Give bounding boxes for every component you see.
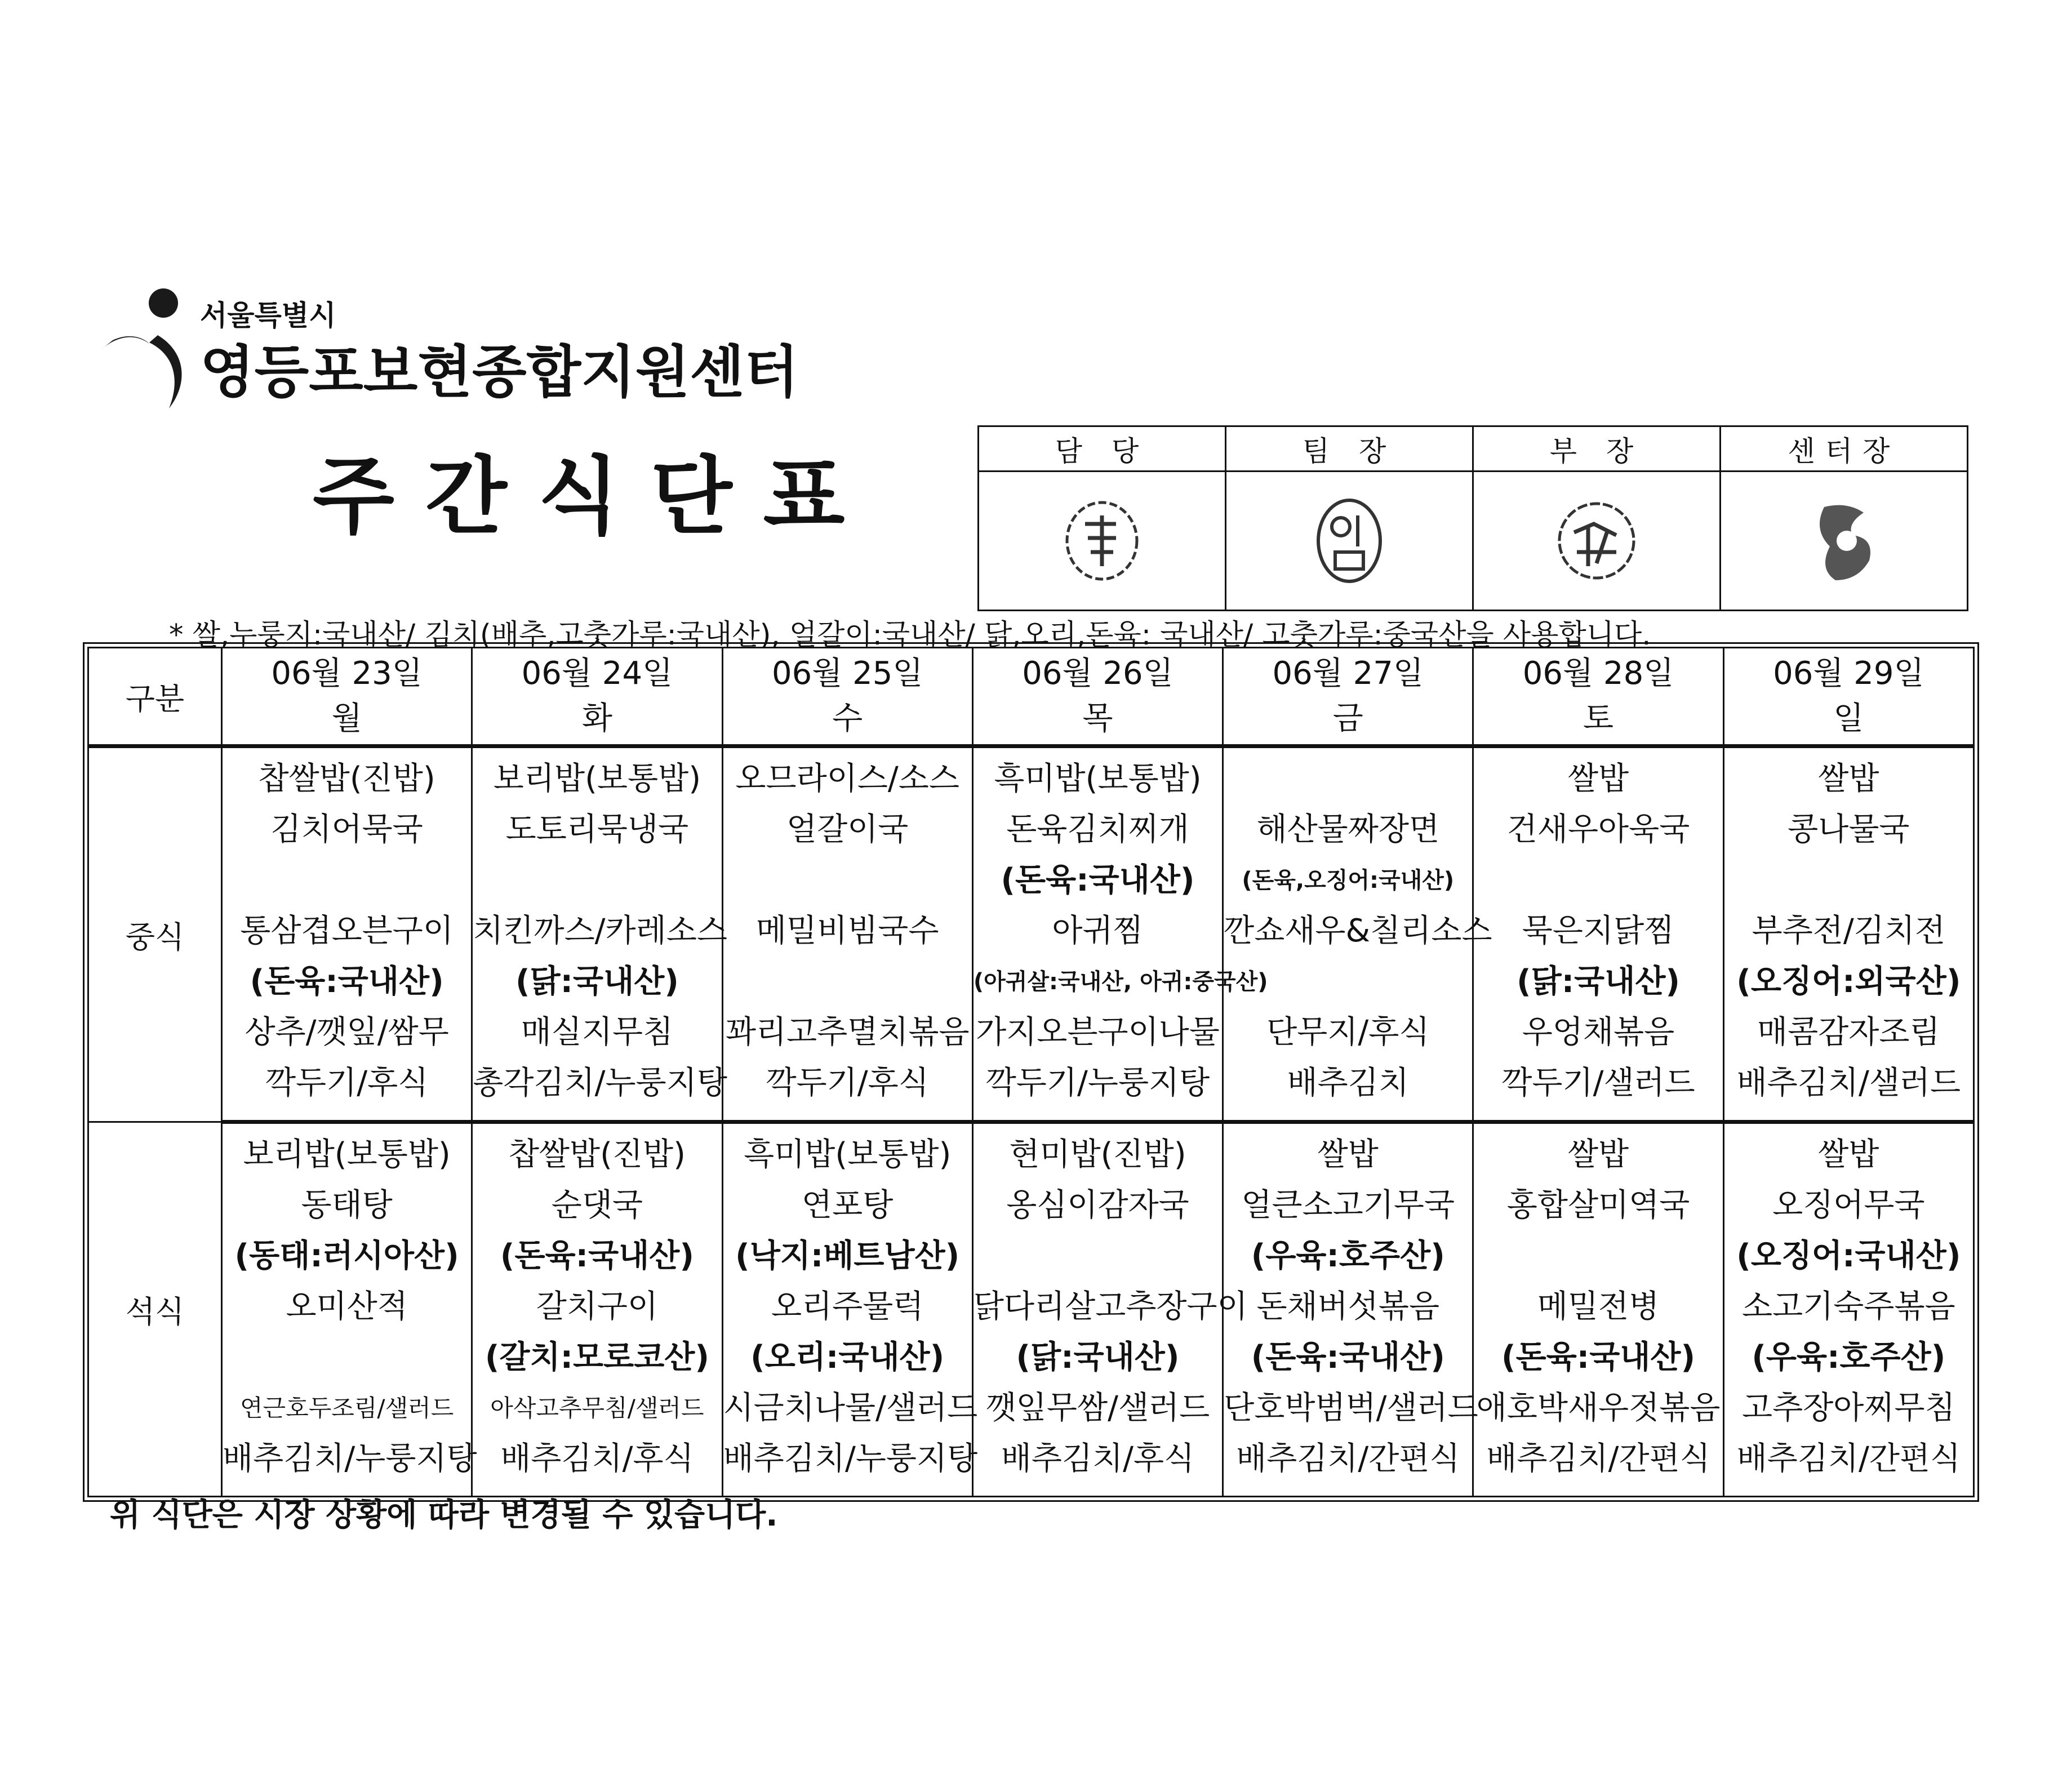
menu-item: 얼큰소고기무국 [1241,1187,1455,1224]
menu-item: (닭:국내산) [1517,963,1681,1000]
dinner-cell [1473,1122,1723,1497]
menu-item: 아삭고추무침/샐러드 [490,1394,704,1422]
page-title: 주간식단표 [313,448,876,546]
menu-item: 부추전/김치전 [1752,913,1946,949]
menu-item: 배추김치/간편식 [1235,1440,1460,1477]
column-header-category: 구분 [88,648,222,746]
menu-item: 깐쇼새우&칠리소스 [1224,913,1492,949]
menu-item: 가지오븐구이나물 [976,1014,1220,1051]
seal-stamp-icon [1807,496,1881,586]
menu-item: 오징어무국 [1772,1187,1925,1224]
menu-item: (갈치:모로코산) [484,1339,709,1376]
column-header-day: 06월 23일 월 [222,648,472,746]
menu-item [723,957,972,1007]
menu-item: 치킨까스/카레소스 [473,913,727,949]
dinner-cell [1223,1122,1478,1497]
org-logo [96,282,799,411]
approval-role-manager: 부 장 [1473,426,1721,472]
menu-item: 깍두기/누룽지탕 [985,1065,1210,1101]
menu-item: 오미산적 [286,1288,408,1325]
menu-item: 고추장아찌무침 [1742,1390,1955,1426]
menu-item: 쌀밥 [1818,1136,1879,1173]
menu-item: 홍합살미역국 [1506,1187,1690,1224]
row-label-lunch: 중식 [88,746,222,1122]
approval-seal-cell [1226,472,1473,611]
menu-item: (돈육:국내산) [250,963,444,1000]
logo-emblem-icon [96,282,214,411]
menu-item: 옹심이감자국 [1006,1187,1189,1224]
menu-item: 배추김치/간편식 [1736,1440,1961,1477]
menu-item: 보리밥(보통밥) [493,761,701,797]
approval-box [977,425,1968,611]
lunch-cell [472,746,727,1122]
menu-item [1474,1231,1722,1282]
menu-item [723,855,972,906]
menu-item [974,1231,1222,1282]
menu-item: 매실지무침 [521,1014,674,1051]
menu-item [473,855,721,906]
table-header-row [88,648,1974,746]
approval-seal-cell [979,472,1226,611]
menu-item: 도토리묵냉국 [505,811,689,848]
menu-item: 흑미밥(보통밥) [994,761,1202,797]
dinner-cell [972,1122,1248,1497]
menu-item [1474,855,1722,906]
menu-item: 쌀밥 [1317,1136,1379,1173]
menu-item: (우육:호주산) [1251,1238,1445,1274]
column-header-day: 06월 24일 화 [472,648,722,746]
menu-item: 건새우아욱국 [1506,811,1690,848]
menu-item: 메밀전병 [1537,1288,1660,1325]
menu-item: 연포탕 [802,1187,894,1224]
footer-note: 위 식단은 시장 상황에 따라 변경될 수 있습니다. [110,1497,778,1533]
menu-item: (돈육:국내산) [1251,1339,1445,1376]
menu-item: 깻잎무쌈/샐러드 [985,1390,1210,1426]
lunch-cell [972,746,1268,1122]
lunch-cell [1223,746,1492,1122]
menu-item: 김치어묵국 [270,811,423,848]
menu-item: 돈채버섯볶음 [1256,1288,1440,1325]
menu-item: 보리밥(보통밥) [243,1136,451,1173]
menu-item: 콩나물국 [1788,811,1910,848]
approval-role-staff: 담 당 [979,426,1226,472]
weekly-menu-table [87,647,1975,1497]
menu-item: 갈치구이 [536,1288,659,1325]
approval-seal-cell [1721,472,1968,611]
menu-item: 오리주물럭 [771,1288,924,1325]
menu-item: (닭:국내산) [1016,1339,1180,1376]
lunch-cell [222,746,472,1122]
menu-item: 현미밥(진밥) [1009,1136,1186,1173]
approval-role-director: 센터장 [1721,426,1968,472]
menu-item: 배추김치/누룽지탕 [223,1440,477,1477]
lunch-cell [722,746,972,1122]
seal-stamp-icon [1313,496,1386,586]
column-header-day: 06월 28일 토 [1473,648,1723,746]
menu-item: (돈육:국내산) [1001,862,1195,899]
menu-item: 순댓국 [551,1187,643,1224]
menu-item [223,855,471,906]
lunch-cell [1473,746,1723,1122]
origin-notice: * 쌀,누룽지:국내산/ 김치(배추,고춧가루:국내산), 얼갈이:국내산/ 닭,오리,돈육: 국내산/ 고춧가루:중국산을 사용합니다. [169,619,1651,652]
menu-item: 꽈리고추멸치볶음 [725,1014,970,1051]
menu-item: 단호박범벅/샐러드 [1224,1390,1478,1426]
menu-item: (낙지:베트남산) [735,1238,960,1274]
menu-item: 깍두기/후식 [766,1065,929,1101]
menu-item: (오리:국내산) [750,1339,945,1376]
menu-item: 통삼겹오븐구이 [240,913,454,949]
menu-item: 얼갈이국 [786,811,909,848]
menu-item: 흑미밥(보통밥) [744,1136,952,1173]
menu-item: 돈육김치찌개 [1006,811,1189,848]
dinner-cell [472,1122,722,1497]
menu-item: 아귀찜 [1052,913,1144,949]
column-header-day: 06월 27일 금 [1223,648,1473,746]
menu-item: 메밀비빔국수 [755,913,939,949]
menu-item: (오징어:외국산) [1736,963,1961,1000]
menu-item: 배추김치/후식 [500,1440,694,1477]
menu-item: 단무지/후식 [1266,1014,1430,1051]
menu-item: 동태탕 [301,1187,393,1224]
dinner-cell [1723,1122,1973,1497]
menu-item: 닭다리살고추장구이 [973,1288,1248,1325]
menu-item: 총각김치/누룽지탕 [473,1065,727,1101]
menu-item: 찹쌀밥(진밥) [258,761,435,797]
menu-item: (아귀살:국내산, 아귀:중국산) [973,969,1268,995]
menu-item: (오징어:국내산) [1736,1238,1961,1274]
menu-item: 소고기숙주볶음 [1742,1288,1955,1325]
menu-item: (돈육:국내산) [1501,1339,1696,1376]
menu-item [1724,855,1973,906]
menu-item: 상추/깻잎/쌈무 [245,1014,449,1051]
seal-stamp-icon [1554,499,1639,583]
menu-item: 배추김치/누룽지탕 [723,1440,978,1477]
menu-item: 애호박새우젓볶음 [1476,1390,1721,1426]
menu-item: 배추김치/샐러드 [1736,1065,1961,1101]
lunch-cell [1723,746,1973,1122]
row-label-dinner: 석식 [88,1122,222,1497]
menu-item: (닭:국내산) [515,963,679,1000]
dinner-cell [222,1122,477,1497]
menu-item: (우육:호주산) [1752,1339,1946,1376]
menu-item: 쌀밥 [1818,761,1879,797]
menu-item: 매콤감자조림 [1757,1014,1940,1051]
menu-item: 깍두기/후식 [265,1065,429,1101]
menu-item: 쌀밥 [1567,1136,1629,1173]
dinner-row [88,1122,1974,1497]
lunch-row [88,746,1974,1122]
column-header-day: 06월 26일 목 [972,648,1223,746]
approval-seal-cell [1473,472,1721,611]
menu-item: 배추김치/후식 [1001,1440,1195,1477]
org-sub-name: 서울특별시 [200,299,336,332]
menu-item: (돈육:국내산) [500,1238,694,1274]
seal-stamp-icon [1063,499,1141,583]
menu-item: (동태:러시아산) [234,1238,459,1274]
menu-item: 묵은지닭찜 [1522,913,1675,949]
menu-item: 오므라이스/소스 [735,761,959,797]
org-name: 영등포보현종합지원센터 [200,339,799,405]
menu-item: 해산물짜장면 [1256,811,1440,848]
column-header-day: 06월 25일 수 [722,648,972,746]
menu-item: 연근호두조림/샐러드 [239,1394,454,1422]
menu-item: 찹쌀밥(진밥) [508,1136,686,1173]
menu-item: 배추김치/간편식 [1486,1440,1710,1477]
column-header-day: 06월 29일 일 [1723,648,1973,746]
menu-item: 쌀밥 [1567,761,1629,797]
menu-item [223,1332,471,1383]
menu-item: 우엉채볶음 [1522,1014,1675,1051]
menu-item: 깍두기/샐러드 [1501,1065,1695,1101]
approval-role-team-lead: 팀 장 [1226,426,1473,472]
menu-item: 시금치나물/샐러드 [723,1390,978,1426]
menu-item: 배추김치 [1287,1065,1409,1101]
menu-item: (돈육,오징어:국내산) [1242,868,1455,893]
dinner-cell [722,1122,978,1497]
menu-item [1224,754,1472,804]
